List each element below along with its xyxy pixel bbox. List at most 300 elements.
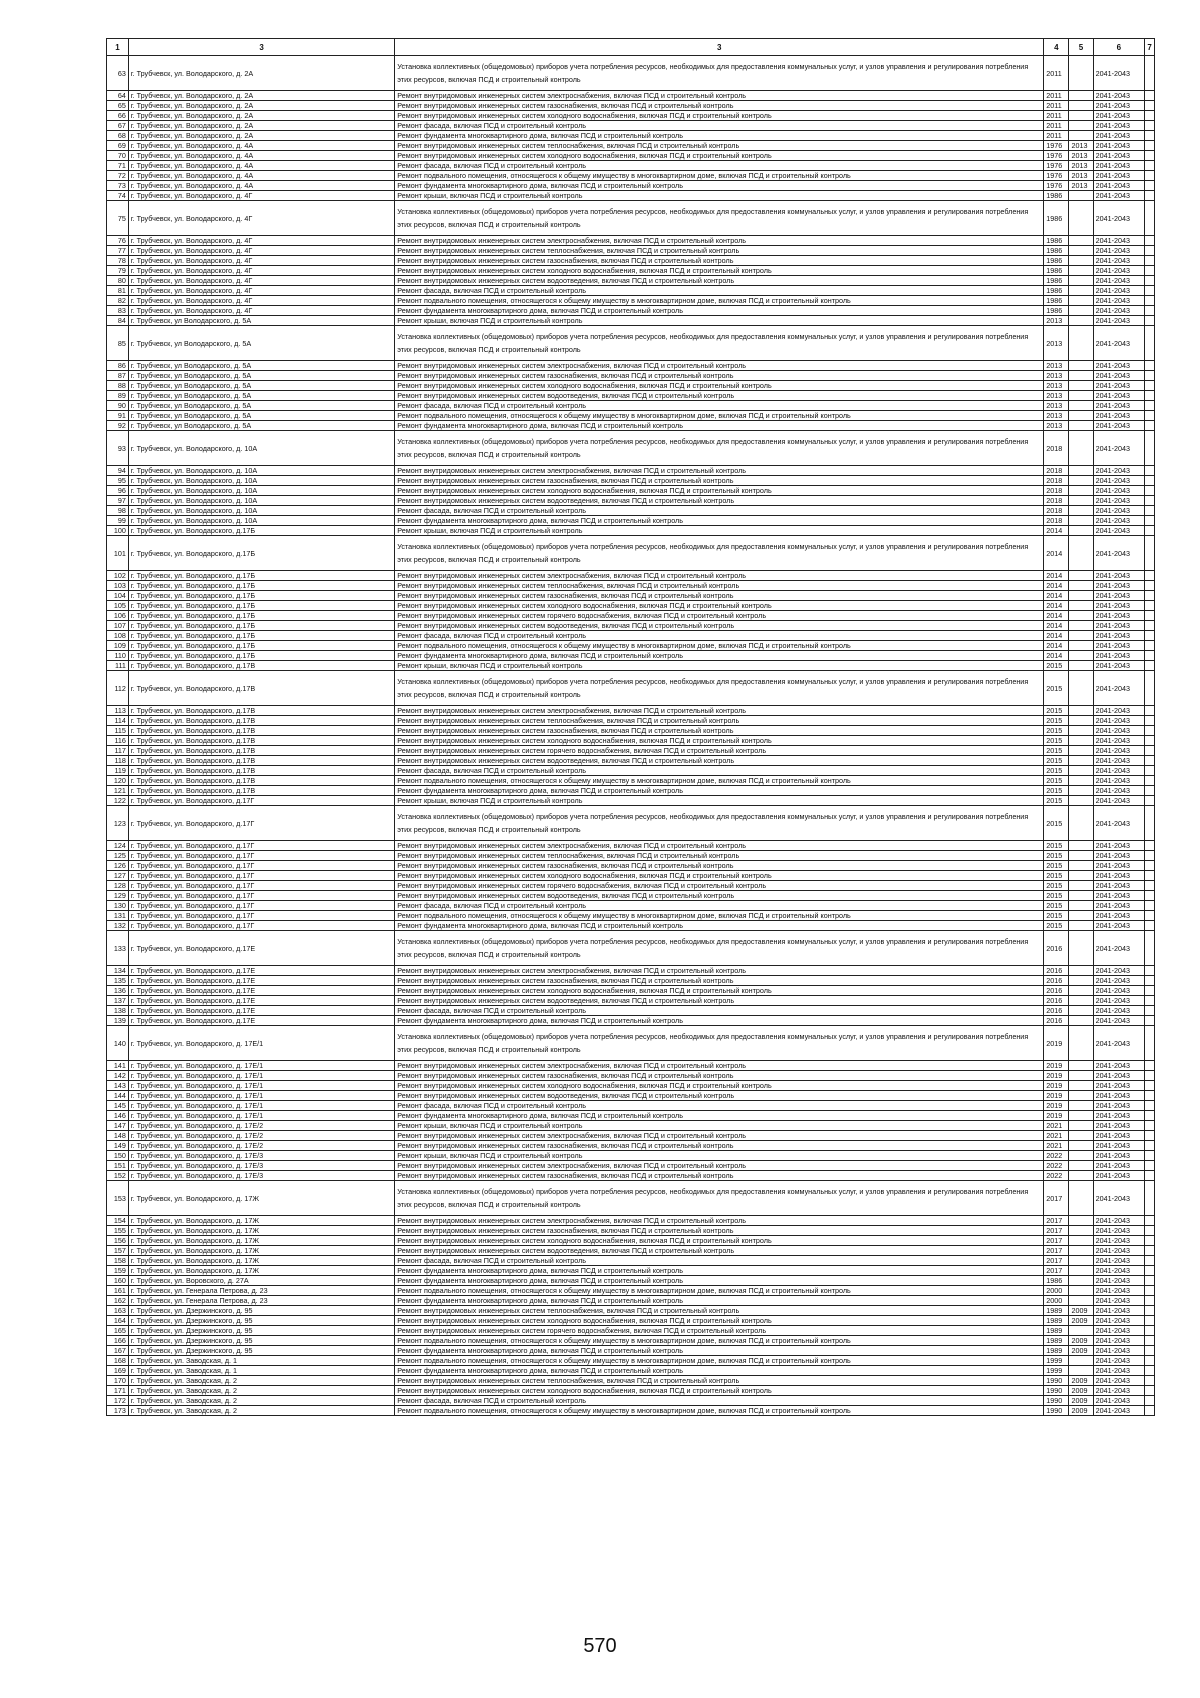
cell-planned-period: 2041-2043: [1093, 516, 1145, 526]
cell-work-description: Ремонт внутридомовых инженерных систем холодного водоснабжения, включая ПСД и строительный контроль: [395, 111, 1044, 121]
cell-planned-period: 2041-2043: [1093, 1161, 1145, 1171]
cell-work-description: Ремонт внутридомовых инженерных систем теплоснабжения, включая ПСД и строительный контроль: [395, 1376, 1044, 1386]
cell-planned-period: 2041-2043: [1093, 581, 1145, 591]
cell-extra: [1145, 1396, 1155, 1406]
cell-last-repair-year: [1069, 131, 1093, 141]
cell-last-repair-year: [1069, 726, 1093, 736]
cell-row-number: 113: [107, 706, 129, 716]
table-row: [107, 1141, 1155, 1151]
cell-row-number: 145: [107, 1101, 129, 1111]
cell-extra: [1145, 1121, 1155, 1131]
cell-address: г. Трубчевск, ул. Дзержинского, д. 95: [128, 1316, 394, 1326]
cell-work-description: Ремонт подвального помещения, относящегося к общему имуществу в многоквартирном доме, включая ПСД и строительный контроль: [395, 1356, 1044, 1366]
cell-extra: [1145, 881, 1155, 891]
cell-year-built: 2011: [1044, 56, 1069, 91]
cell-work-description: Установка коллективных (общедомовых) приборов учета потребления ресурсов, необходимых для предоставления коммунальных услуг, и узлов управления и регулирования потребления этих ресурсов, включая ПСД и строительный контроль: [395, 931, 1044, 966]
cell-last-repair-year: [1069, 1091, 1093, 1101]
cell-row-number: 152: [107, 1171, 129, 1181]
cell-last-repair-year: [1069, 201, 1093, 236]
cell-year-built: 2017: [1044, 1216, 1069, 1226]
cell-address: г. Трубчевск, ул. Володарского, д. 17Е/3: [128, 1161, 394, 1171]
cell-year-built: 2016: [1044, 1006, 1069, 1016]
cell-address: г. Трубчевск, ул. Володарского, д. 2А: [128, 56, 394, 91]
cell-address: г. Трубчевск, ул. Володарского, д. 2А: [128, 111, 394, 121]
cell-year-built: 2013: [1044, 361, 1069, 371]
cell-last-repair-year: [1069, 316, 1093, 326]
cell-work-description: Ремонт внутридомовых инженерных систем газоснабжения, включая ПСД и строительный контроль: [395, 976, 1044, 986]
cell-work-description: Ремонт фасада, включая ПСД и строительный контроль: [395, 286, 1044, 296]
cell-last-repair-year: [1069, 1256, 1093, 1266]
cell-last-repair-year: [1069, 651, 1093, 661]
cell-year-built: 2015: [1044, 796, 1069, 806]
cell-planned-period: 2041-2043: [1093, 1236, 1145, 1246]
cell-work-description: Ремонт фундамента многоквартирного дома, включая ПСД и строительный контроль: [395, 1266, 1044, 1276]
cell-address: г. Трубчевск, ул Володарского, д. 5А: [128, 381, 394, 391]
cell-year-built: 1986: [1044, 256, 1069, 266]
cell-row-number: 68: [107, 131, 129, 141]
cell-year-built: 2014: [1044, 601, 1069, 611]
cell-planned-period: 2041-2043: [1093, 506, 1145, 516]
cell-planned-period: 2041-2043: [1093, 641, 1145, 651]
cell-planned-period: 2041-2043: [1093, 496, 1145, 506]
cell-address: г. Трубчевск, ул. Володарского, д.17В: [128, 766, 394, 776]
cell-year-built: 1976: [1044, 161, 1069, 171]
cell-address: г. Трубчевск, ул. Володарского, д.17Г: [128, 806, 394, 841]
page-number: 570: [583, 1635, 617, 1657]
header-cell-year: 4: [1044, 39, 1069, 56]
cell-work-description: Ремонт внутридомовых инженерных систем водоотведения, включая ПСД и строительный контроль: [395, 496, 1044, 506]
cell-row-number: 123: [107, 806, 129, 841]
cell-address: г. Трубчевск, ул. Володарского, д.17Г: [128, 851, 394, 861]
cell-work-description: Ремонт фасада, включая ПСД и строительный контроль: [395, 401, 1044, 411]
cell-year-built: 2022: [1044, 1171, 1069, 1181]
cell-year-built: 2016: [1044, 931, 1069, 966]
cell-last-repair-year: [1069, 581, 1093, 591]
table-row: [107, 1061, 1155, 1071]
cell-extra: [1145, 796, 1155, 806]
table-row: [107, 1376, 1155, 1386]
cell-last-repair-year: [1069, 871, 1093, 881]
cell-address: г. Трубчевск, ул. Заводская, д. 1: [128, 1356, 394, 1366]
cell-work-description: Ремонт внутридомовых инженерных систем газоснабжения, включая ПСД и строительный контроль: [395, 861, 1044, 871]
cell-year-built: 2018: [1044, 496, 1069, 506]
cell-last-repair-year: [1069, 1326, 1093, 1336]
cell-address: г. Трубчевск, ул. Володарского, д.17Б: [128, 581, 394, 591]
table-row: [107, 266, 1155, 276]
cell-last-repair-year: 2009: [1069, 1376, 1093, 1386]
cell-extra: [1145, 1316, 1155, 1326]
cell-row-number: 96: [107, 486, 129, 496]
cell-work-description: Ремонт внутридомовых инженерных систем холодного водоснабжения, включая ПСД и строительный контроль: [395, 151, 1044, 161]
cell-last-repair-year: [1069, 1171, 1093, 1181]
cell-extra: [1145, 996, 1155, 1006]
cell-planned-period: 2041-2043: [1093, 1181, 1145, 1216]
cell-address: г. Трубчевск, ул Володарского, д. 5А: [128, 391, 394, 401]
cell-planned-period: 2041-2043: [1093, 466, 1145, 476]
cell-year-built: 2015: [1044, 726, 1069, 736]
cell-row-number: 95: [107, 476, 129, 486]
cell-address: г. Трубчевск, ул. Володарского, д. 4Г: [128, 246, 394, 256]
cell-year-built: 2015: [1044, 786, 1069, 796]
cell-work-description: Ремонт внутридомовых инженерных систем теплоснабжения, включая ПСД и строительный контроль: [395, 141, 1044, 151]
cell-last-repair-year: [1069, 1296, 1093, 1306]
cell-year-built: 2015: [1044, 851, 1069, 861]
cell-planned-period: 2041-2043: [1093, 871, 1145, 881]
cell-year-built: 1999: [1044, 1366, 1069, 1376]
table-row: [107, 181, 1155, 191]
cell-address: г. Трубчевск, ул. Володарского, д.17Б: [128, 536, 394, 571]
cell-last-repair-year: [1069, 381, 1093, 391]
cell-address: г. Трубчевск, ул. Володарского, д. 4Г: [128, 201, 394, 236]
cell-extra: [1145, 1171, 1155, 1181]
table-row: [107, 361, 1155, 371]
table-row: [107, 381, 1155, 391]
cell-row-number: 139: [107, 1016, 129, 1026]
cell-extra: [1145, 1346, 1155, 1356]
cell-work-description: Ремонт внутридомовых инженерных систем газоснабжения, включая ПСД и строительный контроль: [395, 1171, 1044, 1181]
table-row: [107, 1151, 1155, 1161]
table-row: [107, 571, 1155, 581]
cell-last-repair-year: [1069, 976, 1093, 986]
cell-planned-period: 2041-2043: [1093, 421, 1145, 431]
cell-planned-period: 2041-2043: [1093, 881, 1145, 891]
cell-address: г. Трубчевск, ул. Володарского, д. 10А: [128, 496, 394, 506]
header-cell-num: 1: [107, 39, 129, 56]
cell-address: г. Трубчевск, ул. Заводская, д. 2: [128, 1376, 394, 1386]
cell-row-number: 84: [107, 316, 129, 326]
cell-address: г. Трубчевск, ул. Володарского, д. 17Е/1: [128, 1101, 394, 1111]
cell-planned-period: 2041-2043: [1093, 1101, 1145, 1111]
cell-planned-period: 2041-2043: [1093, 1216, 1145, 1226]
table-row: [107, 476, 1155, 486]
cell-last-repair-year: [1069, 401, 1093, 411]
cell-address: г. Трубчевск, ул. Дзержинского, д. 95: [128, 1336, 394, 1346]
cell-work-description: Ремонт внутридомовых инженерных систем газоснабжения, включая ПСД и строительный контроль: [395, 101, 1044, 111]
cell-work-description: Ремонт внутридомовых инженерных систем электроснабжения, включая ПСД и строительный контроль: [395, 1131, 1044, 1141]
cell-year-built: 2017: [1044, 1266, 1069, 1276]
cell-address: г. Трубчевск, ул. Володарского, д.17Г: [128, 911, 394, 921]
cell-address: г. Трубчевск, ул. Володарского, д.17Г: [128, 861, 394, 871]
cell-row-number: 82: [107, 296, 129, 306]
cell-last-repair-year: [1069, 256, 1093, 266]
cell-last-repair-year: [1069, 661, 1093, 671]
cell-planned-period: 2041-2043: [1093, 716, 1145, 726]
cell-extra: [1145, 1356, 1155, 1366]
cell-extra: [1145, 1081, 1155, 1091]
cell-planned-period: 2041-2043: [1093, 266, 1145, 276]
table-row: [107, 921, 1155, 931]
cell-year-built: 2019: [1044, 1061, 1069, 1071]
cell-address: г. Трубчевск, ул. Володарского, д. 10А: [128, 466, 394, 476]
cell-year-built: 2019: [1044, 1101, 1069, 1111]
cell-extra: [1145, 1111, 1155, 1121]
cell-address: г. Трубчевск, ул. Володарского, д. 17Е/2: [128, 1141, 394, 1151]
cell-last-repair-year: [1069, 1131, 1093, 1141]
cell-work-description: Ремонт фундамента многоквартирного дома, включая ПСД и строительный контроль: [395, 1366, 1044, 1376]
cell-extra: [1145, 306, 1155, 316]
cell-extra: [1145, 536, 1155, 571]
cell-extra: [1145, 921, 1155, 931]
cell-work-description: Ремонт внутридомовых инженерных систем водоотведения, включая ПСД и строительный контроль: [395, 1091, 1044, 1101]
cell-work-description: Ремонт фундамента многоквартирного дома, включая ПСД и строительный контроль: [395, 921, 1044, 931]
cell-work-description: Ремонт внутридомовых инженерных систем холодного водоснабжения, включая ПСД и строительный контроль: [395, 1316, 1044, 1326]
cell-last-repair-year: [1069, 111, 1093, 121]
cell-planned-period: 2041-2043: [1093, 1276, 1145, 1286]
cell-planned-period: 2041-2043: [1093, 431, 1145, 466]
cell-address: г. Трубчевск, ул. Володарского, д. 2А: [128, 101, 394, 111]
cell-last-repair-year: 2009: [1069, 1396, 1093, 1406]
cell-work-description: Ремонт внутридомовых инженерных систем газоснабжения, включая ПСД и строительный контроль: [395, 256, 1044, 266]
cell-address: г. Трубчевск, ул. Дзержинского, д. 95: [128, 1346, 394, 1356]
cell-row-number: 78: [107, 256, 129, 266]
cell-row-number: 105: [107, 601, 129, 611]
table-row: [107, 56, 1155, 91]
cell-address: г. Трубчевск, ул. Володарского, д.17Е: [128, 966, 394, 976]
cell-work-description: Ремонт внутридомовых инженерных систем газоснабжения, включая ПСД и строительный контроль: [395, 1226, 1044, 1236]
cell-planned-period: 2041-2043: [1093, 246, 1145, 256]
cell-work-description: Ремонт фундамента многоквартирного дома, включая ПСД и строительный контроль: [395, 306, 1044, 316]
cell-year-built: 2011: [1044, 101, 1069, 111]
cell-row-number: 93: [107, 431, 129, 466]
cell-extra: [1145, 191, 1155, 201]
cell-last-repair-year: [1069, 296, 1093, 306]
cell-work-description: Ремонт внутридомовых инженерных систем электроснабжения, включая ПСД и строительный контроль: [395, 236, 1044, 246]
cell-extra: [1145, 1276, 1155, 1286]
cell-extra: [1145, 486, 1155, 496]
cell-planned-period: 2041-2043: [1093, 1286, 1145, 1296]
cell-last-repair-year: [1069, 306, 1093, 316]
cell-work-description: Ремонт подвального помещения, относящегося к общему имуществу в многоквартирном доме, включая ПСД и строительный контроль: [395, 1336, 1044, 1346]
cell-extra: [1145, 891, 1155, 901]
cell-planned-period: 2041-2043: [1093, 1131, 1145, 1141]
table-row: [107, 986, 1155, 996]
cell-extra: [1145, 776, 1155, 786]
table-row: [107, 496, 1155, 506]
cell-row-number: 111: [107, 661, 129, 671]
cell-address: г. Трубчевск, ул. Володарского, д. 10А: [128, 476, 394, 486]
cell-row-number: 121: [107, 786, 129, 796]
cell-work-description: Установка коллективных (общедомовых) приборов учета потребления ресурсов, необходимых для предоставления коммунальных услуг, и узлов управления и регулирования потребления этих ресурсов, включая ПСД и строительный контроль: [395, 806, 1044, 841]
table-row: [107, 756, 1155, 766]
cell-extra: [1145, 1181, 1155, 1216]
cell-work-description: Ремонт внутридомовых инженерных систем холодного водоснабжения, включая ПСД и строительный контроль: [395, 871, 1044, 881]
table-row: [107, 1101, 1155, 1111]
cell-work-description: Установка коллективных (общедомовых) приборов учета потребления ресурсов, необходимых для предоставления коммунальных услуг, и узлов управления и регулирования потребления этих ресурсов, включая ПСД и строительный контроль: [395, 671, 1044, 706]
cell-address: г. Трубчевск, ул. Володарского, д.17В: [128, 786, 394, 796]
cell-extra: [1145, 1161, 1155, 1171]
table-row: [107, 1181, 1155, 1216]
table-row: [107, 161, 1155, 171]
cell-year-built: 2015: [1044, 891, 1069, 901]
cell-extra: [1145, 1236, 1155, 1246]
cell-address: г. Трубчевск, ул. Володарского, д.17Г: [128, 881, 394, 891]
cell-planned-period: 2041-2043: [1093, 921, 1145, 931]
cell-address: г. Трубчевск, ул. Володарского, д. 17Е/1: [128, 1061, 394, 1071]
cell-row-number: 151: [107, 1161, 129, 1171]
cell-planned-period: 2041-2043: [1093, 621, 1145, 631]
cell-year-built: 1986: [1044, 266, 1069, 276]
cell-row-number: 137: [107, 996, 129, 1006]
cell-last-repair-year: [1069, 391, 1093, 401]
cell-row-number: 112: [107, 671, 129, 706]
table-row: [107, 901, 1155, 911]
cell-row-number: 136: [107, 986, 129, 996]
table-row: [107, 151, 1155, 161]
cell-extra: [1145, 571, 1155, 581]
cell-work-description: Ремонт подвального помещения, относящегося к общему имуществу в многоквартирном доме, включая ПСД и строительный контроль: [395, 171, 1044, 181]
cell-planned-period: 2041-2043: [1093, 651, 1145, 661]
table-row: [107, 841, 1155, 851]
cell-work-description: Ремонт крыши, включая ПСД и строительный контроль: [395, 1151, 1044, 1161]
cell-planned-period: 2041-2043: [1093, 161, 1145, 171]
cell-planned-period: 2041-2043: [1093, 191, 1145, 201]
cell-year-built: 2019: [1044, 1111, 1069, 1121]
cell-work-description: Ремонт фасада, включая ПСД и строительный контроль: [395, 506, 1044, 516]
cell-address: г. Трубчевск, ул Володарского, д. 5А: [128, 421, 394, 431]
cell-year-built: 2015: [1044, 716, 1069, 726]
cell-row-number: 71: [107, 161, 129, 171]
register-document: [106, 38, 1155, 1416]
cell-row-number: 87: [107, 371, 129, 381]
cell-last-repair-year: [1069, 901, 1093, 911]
cell-row-number: 143: [107, 1081, 129, 1091]
table-row: [107, 1016, 1155, 1026]
cell-year-built: 2013: [1044, 316, 1069, 326]
cell-address: г. Трубчевск, ул. Володарского, д.17В: [128, 716, 394, 726]
cell-work-description: Ремонт подвального помещения, относящегося к общему имуществу в многоквартирном доме, включая ПСД и строительный контроль: [395, 411, 1044, 421]
cell-address: г. Трубчевск, ул. Володарского, д.17Е: [128, 996, 394, 1006]
cell-year-built: 2015: [1044, 841, 1069, 851]
cell-work-description: Установка коллективных (общедомовых) приборов учета потребления ресурсов, необходимых для предоставления коммунальных услуг, и узлов управления и регулирования потребления этих ресурсов, включая ПСД и строительный контроль: [395, 1181, 1044, 1216]
table-row: [107, 651, 1155, 661]
cell-year-built: 1986: [1044, 1276, 1069, 1286]
table-row: [107, 191, 1155, 201]
cell-row-number: 164: [107, 1316, 129, 1326]
cell-row-number: 98: [107, 506, 129, 516]
cell-planned-period: 2041-2043: [1093, 976, 1145, 986]
cell-work-description: Ремонт внутридомовых инженерных систем холодного водоснабжения, включая ПСД и строительный контроль: [395, 1386, 1044, 1396]
cell-planned-period: 2041-2043: [1093, 1396, 1145, 1406]
cell-planned-period: 2041-2043: [1093, 1171, 1145, 1181]
cell-last-repair-year: [1069, 756, 1093, 766]
cell-last-repair-year: [1069, 921, 1093, 931]
cell-year-built: 2021: [1044, 1121, 1069, 1131]
cell-address: г. Трубчевск, ул. Володарского, д. 17Ж: [128, 1246, 394, 1256]
cell-last-repair-year: [1069, 1111, 1093, 1121]
cell-extra: [1145, 841, 1155, 851]
cell-row-number: 91: [107, 411, 129, 421]
cell-work-description: Ремонт внутридомовых инженерных систем горячего водоснабжения, включая ПСД и строительный контроль: [395, 746, 1044, 756]
cell-last-repair-year: [1069, 1286, 1093, 1296]
table-body: [107, 56, 1155, 1416]
cell-row-number: 110: [107, 651, 129, 661]
cell-extra: [1145, 476, 1155, 486]
cell-last-repair-year: [1069, 56, 1093, 91]
cell-row-number: 160: [107, 1276, 129, 1286]
cell-planned-period: 2041-2043: [1093, 1316, 1145, 1326]
cell-planned-period: 2041-2043: [1093, 901, 1145, 911]
cell-year-built: 2017: [1044, 1236, 1069, 1246]
cell-last-repair-year: [1069, 591, 1093, 601]
table-row: [107, 736, 1155, 746]
cell-planned-period: 2041-2043: [1093, 806, 1145, 841]
cell-planned-period: 2041-2043: [1093, 411, 1145, 421]
cell-extra: [1145, 1016, 1155, 1026]
cell-extra: [1145, 871, 1155, 881]
cell-extra: [1145, 591, 1155, 601]
table-row: [107, 1111, 1155, 1121]
cell-planned-period: 2041-2043: [1093, 591, 1145, 601]
cell-last-repair-year: [1069, 526, 1093, 536]
cell-address: г. Трубчевск, ул. Володарского, д.17Б: [128, 571, 394, 581]
cell-year-built: 1990: [1044, 1396, 1069, 1406]
cell-year-built: 1990: [1044, 1406, 1069, 1416]
cell-address: г. Трубчевск, ул. Володарского, д. 10А: [128, 516, 394, 526]
cell-row-number: 127: [107, 871, 129, 881]
cell-address: г. Трубчевск, ул. Володарского, д. 10А: [128, 431, 394, 466]
cell-address: г. Трубчевск, ул. Володарского, д. 17Е/3: [128, 1171, 394, 1181]
cell-extra: [1145, 611, 1155, 621]
cell-work-description: Ремонт крыши, включая ПСД и строительный контроль: [395, 191, 1044, 201]
cell-last-repair-year: [1069, 986, 1093, 996]
cell-address: г. Трубчевск, ул. Володарского, д. 17Ж: [128, 1181, 394, 1216]
cell-planned-period: 2041-2043: [1093, 1256, 1145, 1266]
cell-planned-period: 2041-2043: [1093, 486, 1145, 496]
cell-last-repair-year: [1069, 1081, 1093, 1091]
cell-work-description: Установка коллективных (общедомовых) приборов учета потребления ресурсов, необходимых для предоставления коммунальных услуг, и узлов управления и регулирования потребления этих ресурсов, включая ПСД и строительный контроль: [395, 1026, 1044, 1061]
table-row: [107, 101, 1155, 111]
cell-extra: [1145, 1336, 1155, 1346]
cell-row-number: 117: [107, 746, 129, 756]
cell-year-built: 2014: [1044, 581, 1069, 591]
table-row: [107, 1276, 1155, 1286]
cell-extra: [1145, 91, 1155, 101]
table-row: [107, 706, 1155, 716]
cell-extra: [1145, 1101, 1155, 1111]
cell-planned-period: 2041-2043: [1093, 101, 1145, 111]
cell-last-repair-year: [1069, 506, 1093, 516]
cell-last-repair-year: [1069, 1236, 1093, 1246]
cell-year-built: 2013: [1044, 421, 1069, 431]
cell-row-number: 67: [107, 121, 129, 131]
cell-extra: [1145, 1071, 1155, 1081]
cell-row-number: 116: [107, 736, 129, 746]
cell-planned-period: 2041-2043: [1093, 1071, 1145, 1081]
cell-address: г. Трубчевск, ул Володарского, д. 5А: [128, 361, 394, 371]
cell-year-built: 2019: [1044, 1026, 1069, 1061]
cell-row-number: 156: [107, 1236, 129, 1246]
cell-year-built: 2014: [1044, 621, 1069, 631]
cell-planned-period: 2041-2043: [1093, 796, 1145, 806]
cell-year-built: 1986: [1044, 201, 1069, 236]
cell-year-built: 2015: [1044, 911, 1069, 921]
table-row: [107, 1091, 1155, 1101]
cell-row-number: 102: [107, 571, 129, 581]
cell-row-number: 94: [107, 466, 129, 476]
cell-planned-period: 2041-2043: [1093, 1141, 1145, 1151]
table-row: [107, 1396, 1155, 1406]
cell-year-built: 2000: [1044, 1286, 1069, 1296]
cell-planned-period: 2041-2043: [1093, 1226, 1145, 1236]
table-row: [107, 911, 1155, 921]
cell-year-built: 2015: [1044, 921, 1069, 931]
table-row: [107, 776, 1155, 786]
cell-row-number: 133: [107, 931, 129, 966]
cell-extra: [1145, 161, 1155, 171]
cell-year-built: 2018: [1044, 466, 1069, 476]
cell-extra: [1145, 171, 1155, 181]
cell-row-number: 148: [107, 1131, 129, 1141]
